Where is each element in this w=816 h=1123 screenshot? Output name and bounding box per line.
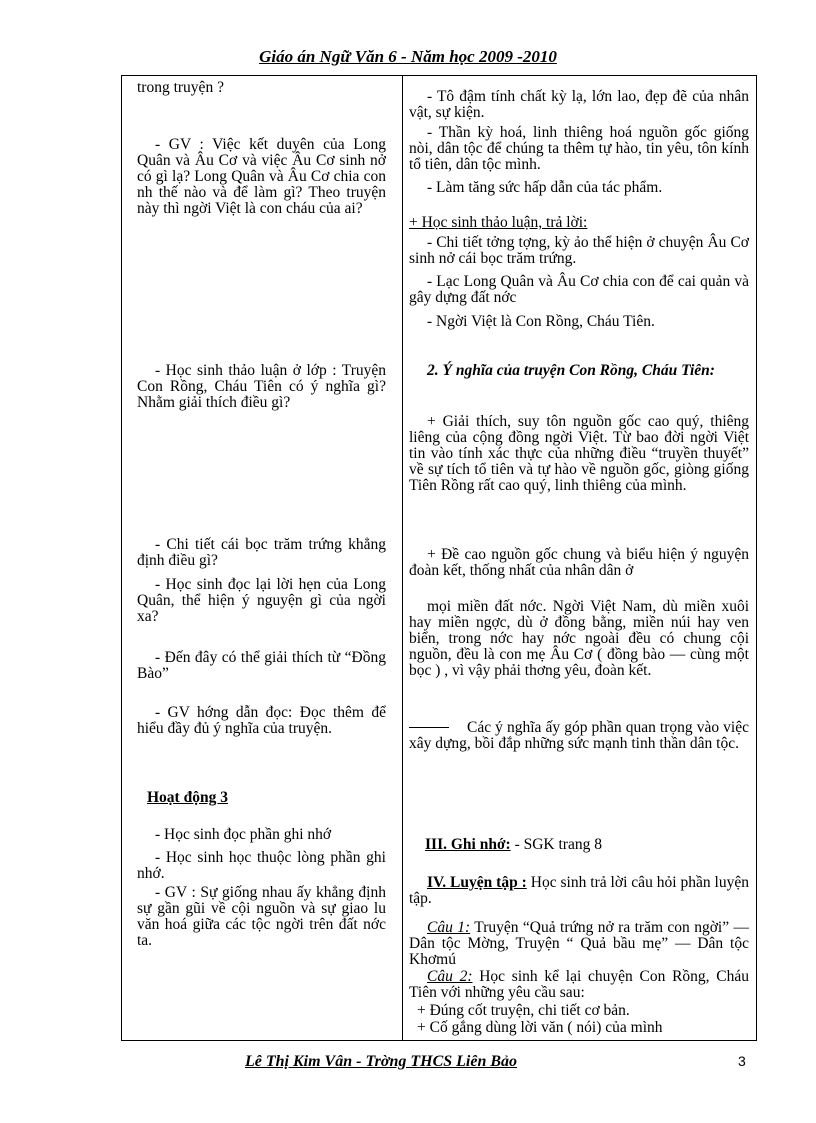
left-text-3: - Học sinh thảo luận ở lớp : Truyện Con Rồng, Cháu Tiên có ý nghĩa gì? Nhằm giải thích điều gì?: [137, 362, 386, 411]
right-column: [409, 80, 749, 1040]
right-text-6: - Lạc Long Quân và Âu Cơ chia con để cai quản và gây dựng đất nớc: [409, 273, 749, 306]
ghinho-text: - SGK trang 8: [510, 836, 602, 853]
column-divider: [402, 75, 403, 1041]
section-2-heading: 2. Ý nghĩa của truyện Con Rồng, Cháu Tiên:: [427, 362, 715, 379]
arrow-icon: [409, 727, 449, 728]
left-text-6: - Đến đây có thể giải thích từ “Đồng Bào”: [137, 649, 386, 682]
right-text-9: + Đề cao nguồn gốc chung và biểu hiện ý nguyện đoàn kết, thống nhất của nhân dân ở: [409, 546, 749, 579]
left-text-7: - GV hớng dẫn đọc: Đọc thêm để hiểu đầy đủ ý nghĩa của truyện.: [137, 704, 386, 737]
right-text-4: [409, 215, 749, 231]
right-text-1: - Tô đậm tính chất kỳ lạ, lớn lao, đẹp đẽ của nhân vật, sự kiện.: [409, 88, 749, 121]
left-column: [137, 80, 386, 1040]
left-text-5: - Học sinh đọc lại lời hẹn của Long Quân, thể hiện ý nguyện gì của ngời xa?: [137, 576, 386, 625]
cau2-line: [409, 969, 749, 1001]
discussion-label: + Học sinh thảo luận, trả lời:: [409, 214, 588, 231]
right-text-2: - Thần kỳ hoá, linh thiêng hoá nguồn gốc giống nòi, dân tộc để chúng ta thêm tự hào, tin yêu, tôn kính tổ tiên, dân tộc mình.: [409, 124, 749, 173]
left-text-2: - GV : Việc kết duyên của Long Quân và Âu Cơ và việc Âu Cơ sinh nở có gì lạ? Long Quân và Âu Cơ chia con nh thế nào và để làm gì? Theo truyện này thì ngời Việt là con cháu của ai?: [137, 136, 386, 217]
right-text-8: + Giải thích, suy tôn nguồn gốc cao quý, thiêng liêng của cộng đồng ngời Việt. Từ bao đời ngời Việt tin vào tính xác thực của những điều “truyền thuyết” về sự tích tổ tiên và tự hào về nguồn gốc, giòng giống Tiên Rồng rất cao quý, linh thiêng của mình.: [409, 413, 749, 494]
right-text-12: + Đúng cốt truyện, chi tiết cơ bản.: [417, 1002, 630, 1019]
right-text-3: - Làm tăng sức hấp dẫn của tác phẩm.: [427, 179, 663, 196]
ghinho-line: [425, 837, 749, 853]
footer-author: Lê Thị Kim Vân - Trờng THCS Liên Bảo: [245, 1053, 518, 1070]
left-text-10: - GV : Sự giống nhau ấy khẳng định sự gần gũi về cội nguồn và sự giao lu văn hoá giữa các tộc ngời trên đất nớc ta.: [137, 884, 386, 949]
right-text-13: + Cố gắng dùng lời văn ( nói) của mình: [417, 1020, 663, 1036]
right-text-7: - Ngời Việt là Con Rồng, Cháu Tiên.: [427, 313, 655, 330]
left-text-9: - Học sinh học thuộc lòng phần ghi nhớ.: [137, 849, 386, 882]
page-header: Giáo án Ngữ Văn 6 - Năm học 2009 -2010: [259, 47, 557, 66]
left-text-1: trong truyện ?: [137, 79, 224, 96]
cau2-label: Câu 2:: [427, 968, 473, 985]
cau1-text: Truyện “Quả trứng nở ra trăm con ngời” — Dân tộc Mờng, Truyện “ Quả bầu mẹ” — Dân tộc Khơmú: [409, 919, 750, 968]
right-text-5: - Chi tiết tởng tợng, kỳ ảo thể hiện ở chuyện Âu Cơ sinh nở cái bọc trăm trứng.: [409, 234, 749, 267]
conclusion-text: Các ý nghĩa ấy góp phần quan trọng vào việc xây dựng, bồi đắp những sức mạnh tinh thần dân tộc.: [409, 719, 749, 752]
cau1-label: Câu 1:: [427, 919, 471, 936]
page-number: 3: [738, 1053, 746, 1069]
right-text-11: [409, 720, 749, 752]
right-text-10: mọi miền đất nớc. Ngời Việt Nam, dù miền xuôi hay miền ngợc, dù ở đồng bằng, miền núi hay ven biển, trong nớc hay nớc ngoài đều có chung cội nguồn, đều là con mẹ Âu Cơ ( đồng bào — cùng một bọc ) , vì vậy phải thơng yêu, đoàn kết.: [409, 598, 749, 679]
luyentap-text: Học sinh trả lời câu hỏi phần luyện tập.: [409, 874, 749, 907]
luyentap-line: [409, 875, 749, 907]
left-text-8: - Học sinh đọc phần ghi nhớ: [155, 826, 332, 843]
activity-heading: Hoạt động 3: [147, 789, 228, 806]
left-text-4: - Chi tiết cái bọc trăm trứng khẳng định điều gì?: [137, 536, 386, 569]
cau2-text: Học sinh kể lại chuyện Con Rồng, Cháu Tiên với những yêu cầu sau:: [409, 968, 749, 1001]
cau1-line: [409, 920, 749, 968]
ghinho-label: III. Ghi nhớ:: [425, 836, 511, 853]
luyentap-label: IV. Luyện tập :: [427, 874, 527, 891]
